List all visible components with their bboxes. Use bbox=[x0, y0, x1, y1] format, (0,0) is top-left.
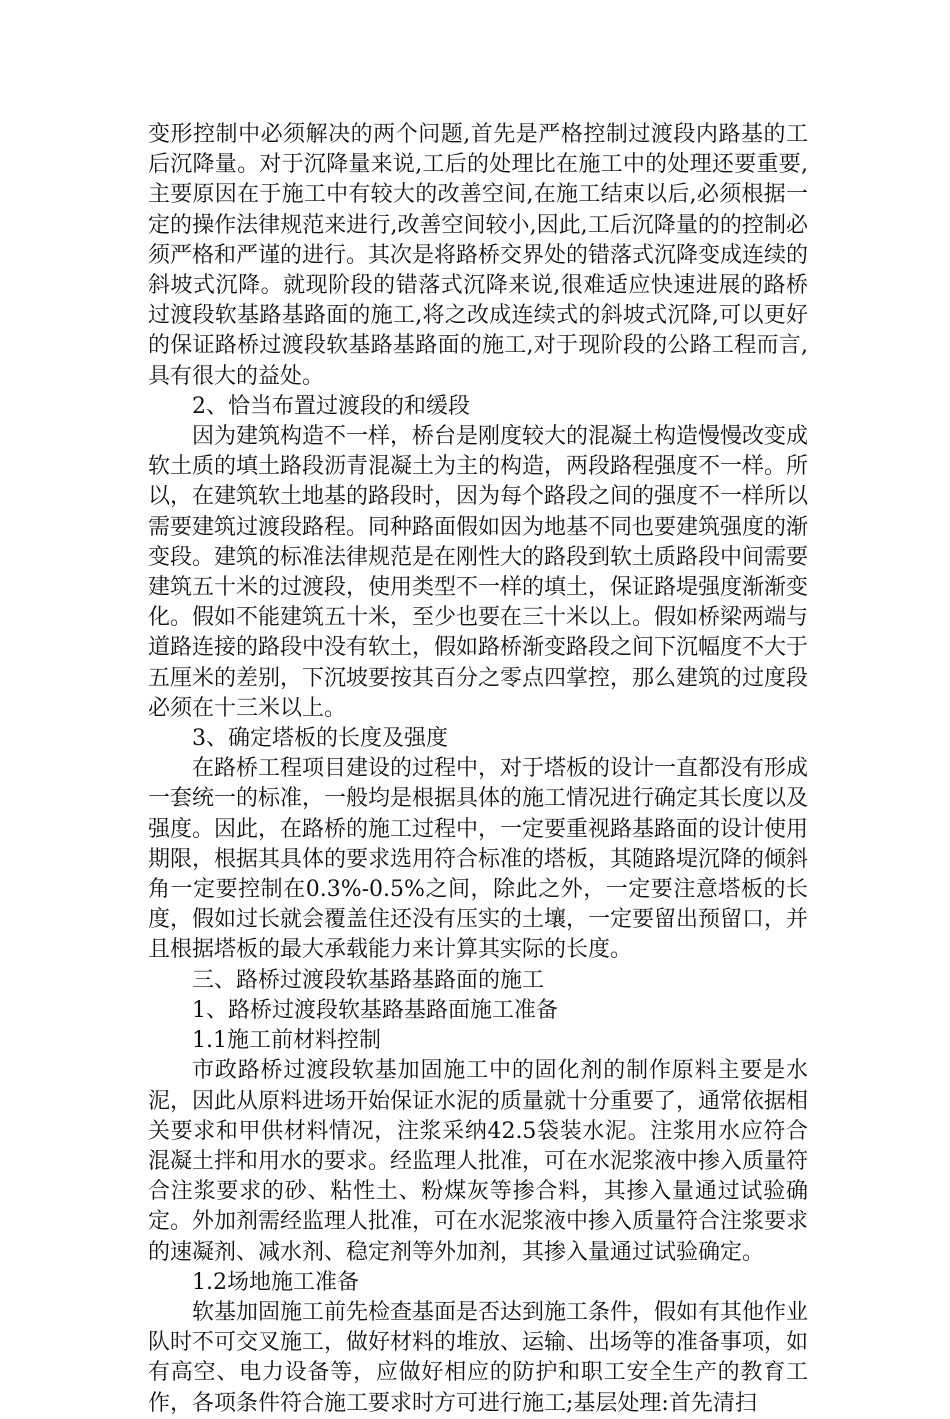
paragraph-site-preparation: 软基加固施工前先检查基面是否达到施工条件，假如有其他作业队时不可交叉施工，做好材料的堆放、运输、出场等的准备事项，如有高空、电力设备等，应做好相应的防护和职工安全生产的教育工作，各项条件符合施工要求时方可进行施工;基层处理:首先清扫 bbox=[148, 1299, 809, 1416]
chapter-heading-construction: 三、路桥过渡段软基路基路面的施工 bbox=[192, 967, 545, 993]
section-heading-slab-length: 3、确定塔板的长度及强度 bbox=[192, 726, 448, 752]
document-body bbox=[148, 120, 808, 1419]
paragraph-slab-length: 在路桥工程项目建设的过程中，对于塔板的设计一直都没有形成一套统一的标准，一般均是根据具体的施工情况进行确定其长度以及强度。因此，在路桥的施工过程中，一定要重视路基路面的设计使用期限，根据其具体的要求选用符合标准的塔板，其随路堤沉降的倾斜角一定要控制在0.3%-0.5%之间，除此之外，一定要注意塔板的长度，假如过长就会覆盖住还没有压实的土壤，一定要留出预留口，并且根据塔板的最大承载能力来计算其实际的长度。 bbox=[148, 756, 809, 963]
subsection-heading-site-preparation: 1.2场地施工准备 bbox=[192, 1269, 359, 1295]
paragraph-transition-segment: 因为建筑构造不一样，桥台是刚度较大的混凝土构造慢慢改变成软土质的填土路段沥青混凝土为主的构造，两段路程强度不一样。所以，在建筑软土地基的路段时，因为每个路段之间的强度不一样所以需要建筑过渡段路程。同种路面假如因为地基不同也要建筑强度的渐变段。建筑的标准法律规范是在刚性大的路段到软土质路段中间需要建筑五十米的过渡段，使用类型不一样的填土，保证路堤强度渐渐变化。假如不能建筑五十米，至少也要在三十米以上。假如桥梁两端与道路连接的路段中没有软土，假如路桥渐变路段之间下沉幅度不大于五厘米的差别，下沉坡要按其百分之零点四掌控，那么建筑的过度段必须在十三米以上。 bbox=[148, 424, 809, 721]
subsection-heading-material-control: 1.1施工前材料控制 bbox=[192, 1028, 381, 1054]
section-heading-preparation: 1、路桥过渡段软基路基路面施工准备 bbox=[192, 997, 558, 1023]
paragraph-material-control: 市政路桥过渡段软基加固施工中的固化剂的制作原料主要是水泥，因此从原料进场开始保证水泥的质量就十分重要了，通常依据相关要求和甲供材料情况，注浆采纳42.5袋装水泥。注浆用水应符合混凝土拌和用水的要求。经监理人批准，可在水泥浆液中掺入质量符合注浆要求的砂、粘性土、粉煤灰等掺合料，其掺入量通过试验确定。外加剂需经监理人批准，可在水泥浆液中掺入质量符合注浆要求的速凝剂、减水剂、稳定剂等外加剂，其掺入量通过试验确定。 bbox=[148, 1058, 809, 1265]
paragraph-settlement-control: 变形控制中必须解决的两个问题,首先是严格控制过渡段内路基的工后沉降量。对于沉降量来说,工后的处理比在施工中的处理还要重要,主要原因在于施工中有较大的改善空间,在施工结束以后,必须根据一定的操作法律规范来进行,改善空间较小,因此,工后沉降量的的控制必须严格和严谨的进行。其次是将路桥交界处的错落式沉降变成连续的斜坡式沉降。就现阶段的错落式沉降来说,很难适应快速进展的路桥过渡段软基路基路面的施工,将之改成连续式的斜坡式沉降,可以更好的保证路桥过渡段软基路基路面的施工,对于现阶段的公路工程而言,具有很大的益处。 bbox=[148, 122, 809, 389]
section-heading-transition-segment: 2、恰当布置过渡段的和缓段 bbox=[192, 393, 470, 419]
